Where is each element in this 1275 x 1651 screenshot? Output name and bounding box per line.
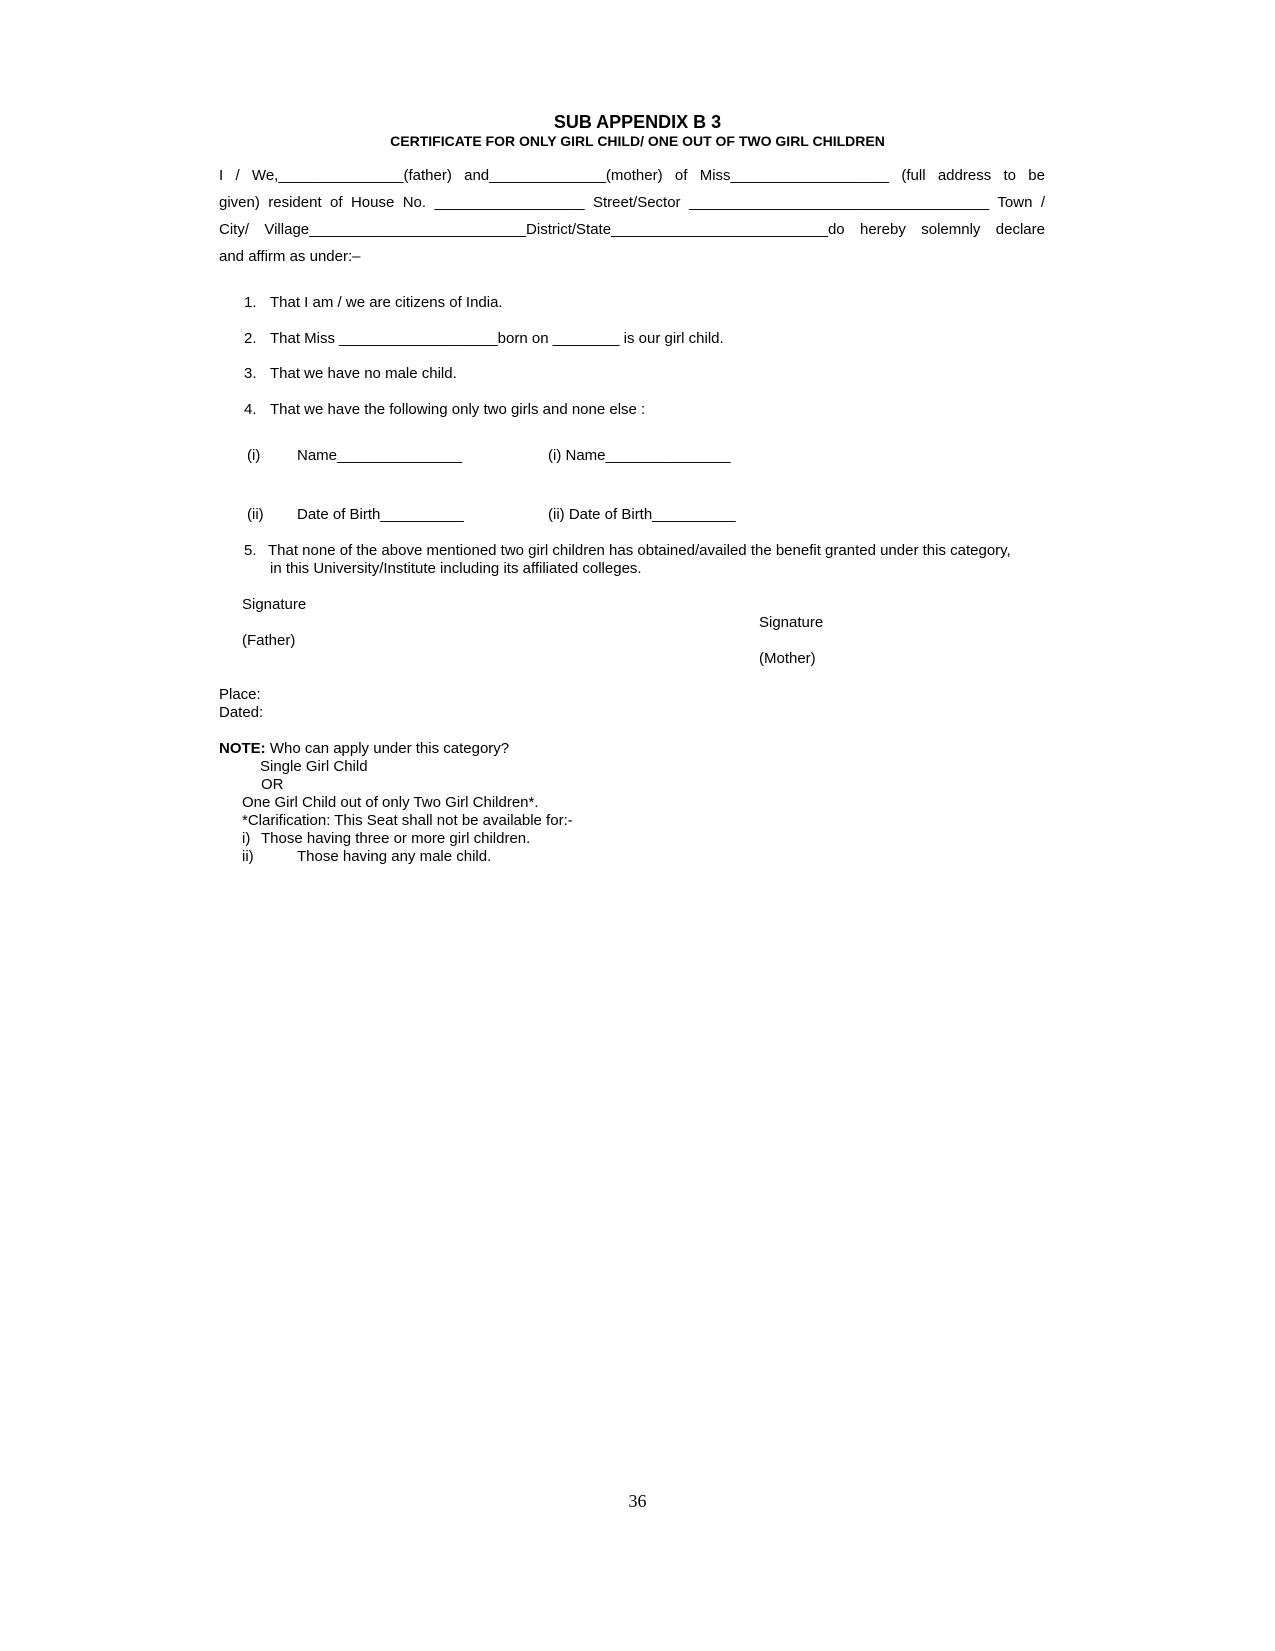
girl-1-dob-field: Date of Birth__________ xyxy=(297,506,464,523)
declaration-line-3: City/ Village__________________________District/State__________________________do hereby solemnly declare xyxy=(219,221,1045,238)
girl-row-roman: (ii) xyxy=(247,506,264,523)
mother-label: (Mother) xyxy=(759,650,816,667)
clarification-2-text: Those having any male child. xyxy=(297,848,492,865)
father-signature-label: Signature xyxy=(242,596,307,613)
girl-row-roman: (i) xyxy=(247,447,261,464)
place-label: Place: xyxy=(219,686,261,703)
note-option-1: Single Girl Child xyxy=(260,758,368,775)
point-text: That I am / we are citizens of India. xyxy=(270,294,503,311)
declaration-line-4: and affirm as under:– xyxy=(219,248,361,265)
declaration-line-2: given) resident of House No. __________________ Street/Sector ____________________________________ Town / xyxy=(219,194,1045,211)
page-number: 36 xyxy=(628,1491,647,1511)
point-number: 2. xyxy=(244,330,257,347)
clarification-1-text: Those having three or more girl children. xyxy=(261,830,531,847)
clarification-2-number: ii) xyxy=(242,848,254,865)
girl-2-name-field: (i) Name_______________ xyxy=(548,447,731,464)
page-title: SUB APPENDIX B 3 xyxy=(553,112,722,132)
point-number: 3. xyxy=(244,365,257,382)
dated-label: Dated: xyxy=(219,704,264,721)
point-text: That we have the following only two girls and none else : xyxy=(270,401,646,418)
note-label: NOTE: xyxy=(219,740,266,757)
point-text: That we have no male child. xyxy=(270,365,457,382)
note-option-2: One Girl Child out of only Two Girl Children*. xyxy=(242,794,539,811)
point-text: That Miss ___________________born on ________ is our girl child. xyxy=(270,330,724,347)
father-label: (Father) xyxy=(242,632,296,649)
point-5-line-2: in this University/Institute including its affiliated colleges. xyxy=(270,560,642,577)
note-clarification: *Clarification: This Seat shall not be available for:- xyxy=(242,812,573,829)
page-subtitle: CERTIFICATE FOR ONLY GIRL CHILD/ ONE OUT OF TWO GIRL CHILDREN xyxy=(390,133,885,149)
point-number: 1. xyxy=(244,294,257,311)
clarification-1-number: i) xyxy=(242,830,251,847)
note-or: OR xyxy=(261,776,284,793)
point-5-line-1: That none of the above mentioned two girl children has obtained/availed the benefit granted under this category, xyxy=(268,542,1011,559)
note-heading xyxy=(219,740,509,758)
point-number: 4. xyxy=(244,401,257,418)
declaration-line-1: I / We,_______________(father) and______________(mother) of Miss___________________ (full address to be xyxy=(219,167,1045,184)
girl-1-name-field: Name_______________ xyxy=(297,447,463,464)
point-number: 5. xyxy=(244,542,257,559)
girl-2-dob-field: (ii) Date of Birth__________ xyxy=(548,506,736,523)
note-question: Who can apply under this category? xyxy=(265,740,510,757)
mother-signature-label: Signature xyxy=(759,614,824,631)
